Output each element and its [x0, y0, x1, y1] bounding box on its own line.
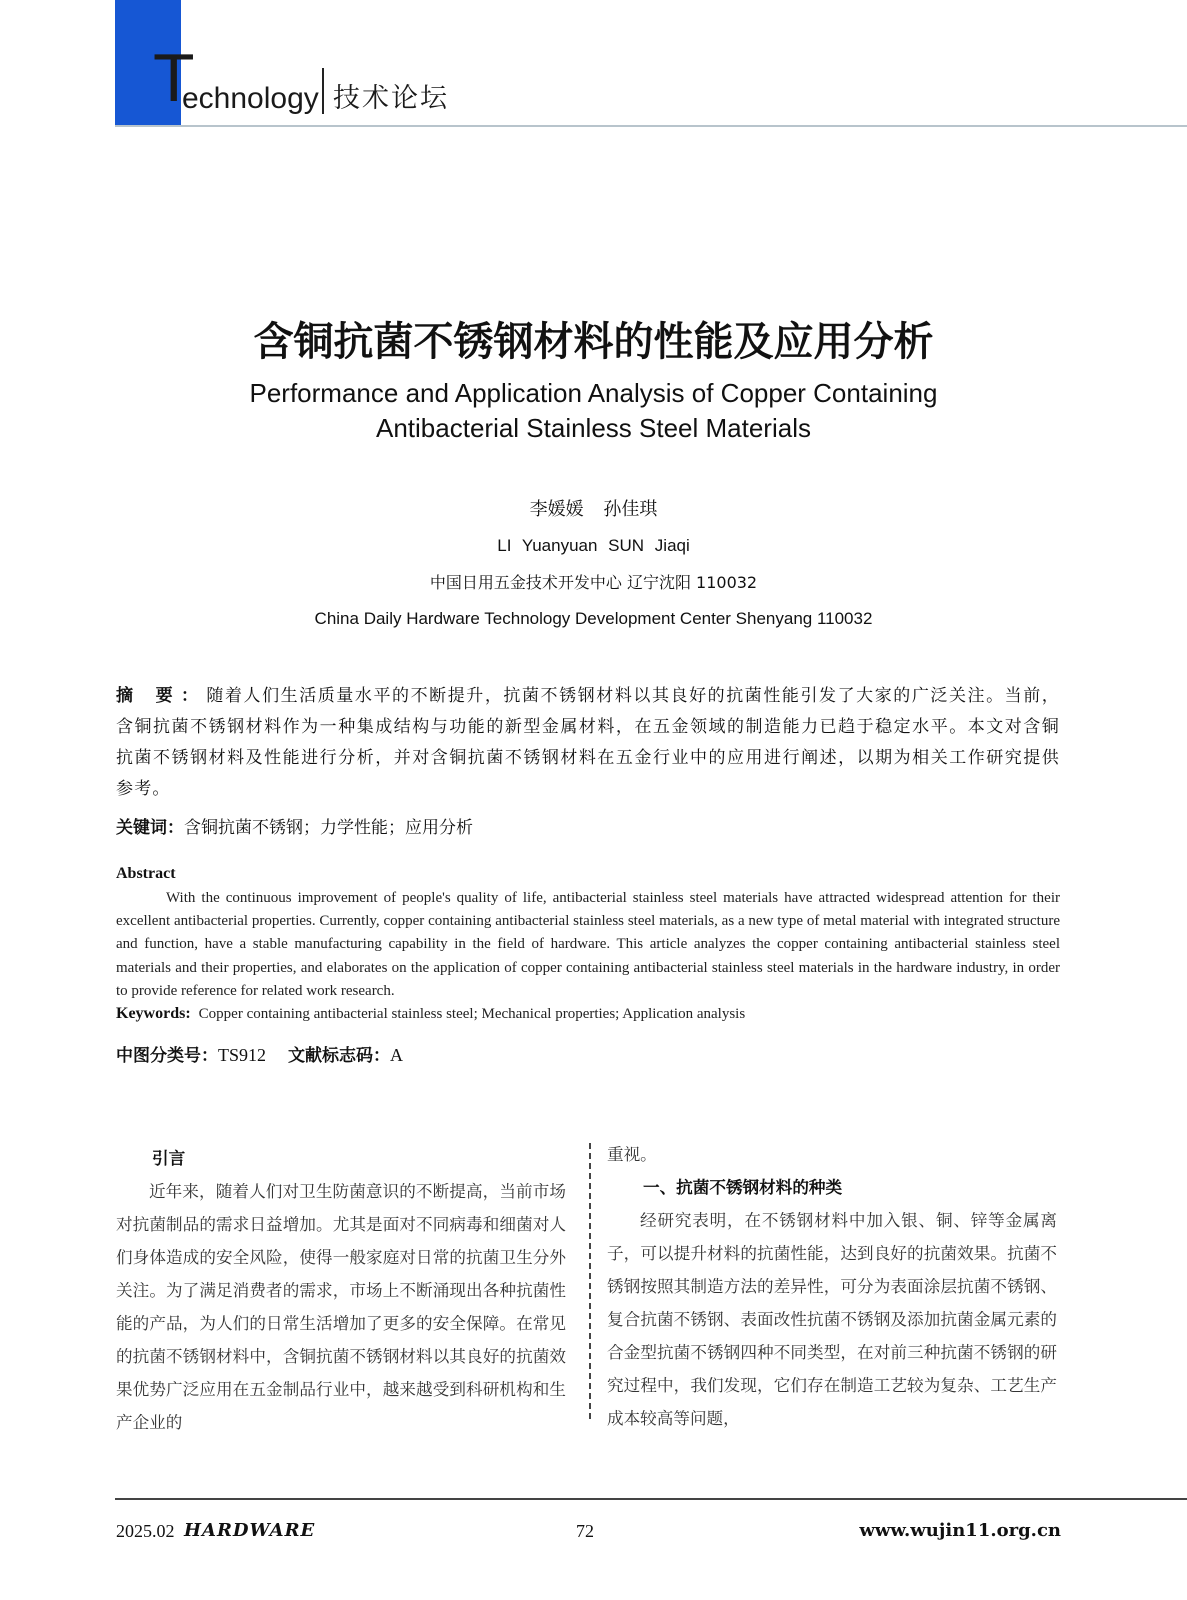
header-rule	[115, 125, 1187, 127]
title-english-line2: Antibacterial Stainless Steel Materials	[376, 413, 811, 443]
abstract-english-heading: Abstract	[116, 865, 176, 882]
intro-continuation: 重视。	[607, 1145, 657, 1164]
page-number: 72	[576, 1521, 594, 1541]
title-chinese: 含铜抗菌不锈钢材料的性能及应用分析	[253, 319, 934, 365]
footer-rule	[115, 1498, 1187, 1500]
clc-value: TS912	[218, 1045, 267, 1065]
intro-heading: 引言	[152, 1149, 186, 1168]
intro-paragraph: 近年来，随着人们对卫生防菌意识的不断提高，当前市场对抗菌制品的需求日益增加。尤其是面对不同病毒和细菌对人们身体造成的安全风险，使得一般家庭对日常的抗菌卫生分外关注。为了满足消费者的需求，市场上不断涌现出各种抗菌性能的产品，为人们的日常生活增加了更多的安全保障。在常见的抗菌不锈钢材料中，含铜抗菌不锈钢材料以其良好的抗菌效果优势广泛应用在五金制品行业中，越来越受到科研机构和生产企业的	[116, 1182, 566, 1432]
authors-chinese: 李媛媛 孙佳琪	[529, 499, 658, 520]
body-column-right	[607, 1138, 1057, 1435]
keywords-english	[116, 1003, 1060, 1025]
footer-magazine: HARDWARE	[184, 1520, 316, 1541]
brand-separator	[322, 68, 324, 114]
abstract-english-text: With the continuous improvement of people's quality of life, antibacterial stainless steel materials have attracted widespread attention for their excellent antibacterial properties. Currently, copper containing antibacterial stainless steel materials, as a new type of metal material with integrated structure and function, have a stable manufacturing capability in the field of hardware. This article analyzes the copper containing antibacterial stainless steel materials and their properties, and elaborates on the application of copper containing antibacterial stainless steel materials in the hardware industry, in order to provide reference for related work research.	[116, 890, 1060, 999]
doc-code-label: 文献标志码：	[288, 1046, 391, 1066]
body-column-left	[116, 1142, 566, 1439]
column-divider	[589, 1143, 591, 1419]
doc-code-value: A	[390, 1045, 404, 1065]
title-english-line1: Performance and Application Analysis of Copper Containing	[249, 378, 938, 408]
keywords-english-label: Keywords:	[116, 1005, 191, 1022]
abstract-chinese-label: 摘 要：	[116, 686, 207, 706]
classification-codes	[116, 1043, 403, 1068]
clc-label: 中图分类号：	[116, 1046, 218, 1066]
authors-english: LI Yuanyuan SUN Jiaqi	[497, 536, 690, 555]
affiliation-english: China Daily Hardware Technology Development Center Shenyang 110032	[314, 609, 873, 628]
affiliation-chinese: 中国日用五金技术开发中心 辽宁沈阳 110032	[429, 573, 758, 592]
keywords-english-text: Copper containing antibacterial stainless steel; Mechanical properties; Application analysis	[198, 1006, 746, 1022]
footer-date: 2025.02	[116, 1521, 175, 1541]
abstract-chinese-text: 随着人们生活质量水平的不断提升，抗菌不锈钢材料以其良好的抗菌性能引发了大家的广泛关注。当前，含铜抗菌不锈钢材料作为一种集成结构与功能的新型金属材料，在五金领域的制造能力已趋于稳定水平。本文对含铜抗菌不锈钢材料及性能进行分析，并对含铜抗菌不锈钢材料在五金行业中的应用进行阐述，以期为相关工作研究提供参考。	[116, 686, 1061, 799]
section-name: 技术论坛	[333, 83, 449, 114]
keywords-chinese-label: 关键词：	[116, 818, 184, 838]
brand-name: echnology	[182, 82, 319, 115]
section1-heading: 一、抗菌不锈钢材料的种类	[643, 1178, 843, 1197]
keywords-chinese	[116, 815, 1060, 841]
title-english	[0, 376, 1187, 446]
section1-paragraph: 经研究表明，在不锈钢材料中加入银、铜、锌等金属离子，可以提升材料的抗菌性能，达到良好的抗菌效果。抗菌不锈钢按照其制造方法的差异性，可分为表面涂层抗菌不锈钢、复合抗菌不锈钢、表面改性抗菌不锈钢及添加抗菌金属元素的合金型抗菌不锈钢四种不同类型，在对前三种抗菌不锈钢的研究过程中，我们发现，它们存在制造工艺较为复杂、工艺生产成本较高等问题，	[607, 1211, 1057, 1428]
keywords-chinese-text: 含铜抗菌不锈钢；力学性能；应用分析	[184, 818, 473, 838]
footer-url: www.wujin11.org.cn	[859, 1520, 1061, 1541]
abstract-chinese	[116, 681, 1060, 805]
brand-initial: T	[153, 40, 195, 116]
